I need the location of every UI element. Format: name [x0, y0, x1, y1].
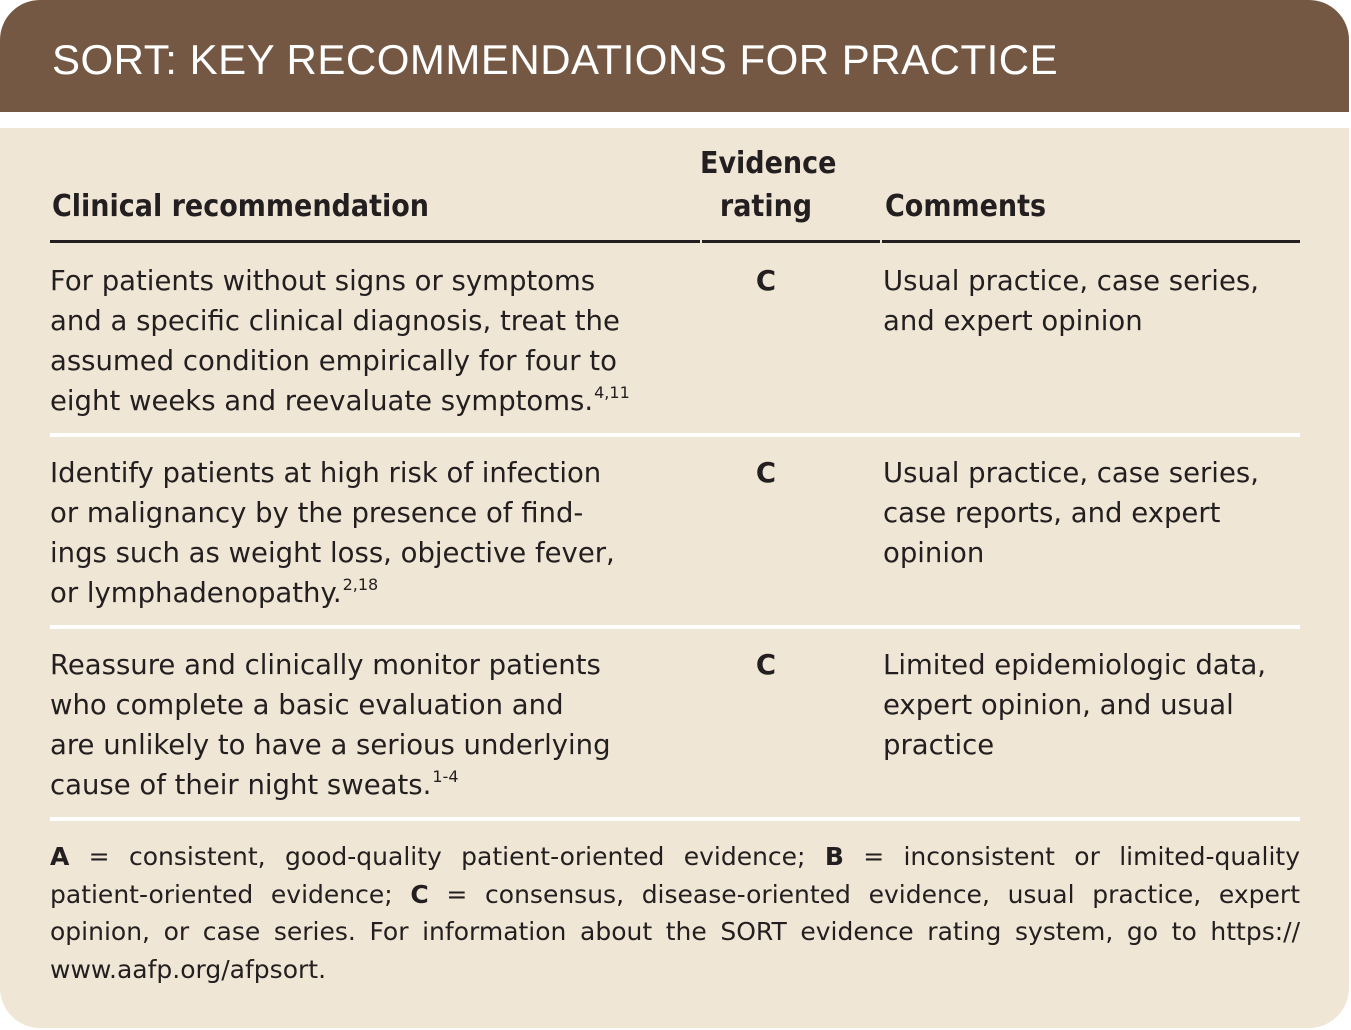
recommendation-line: or malignancy by the presence of find-	[50, 497, 584, 529]
recommendation-text: cause of their night sweats.	[50, 769, 432, 801]
recommendation-line: ings such as weight loss, objective fever,	[50, 537, 615, 569]
footnote-line-2	[50, 876, 1300, 914]
header-rule-recommendation	[50, 240, 700, 243]
table-row-3-recommendation	[50, 645, 611, 805]
reference-superscript: 1-4	[432, 767, 459, 786]
row-divider-2	[50, 625, 1300, 629]
footnote-line-1	[50, 838, 1300, 876]
grade-c-definition: = consensus, disease-oriented evidence, usual practice, expert	[428, 879, 1301, 909]
table-row-1-comments	[883, 261, 1259, 341]
row-divider-3	[50, 817, 1300, 821]
comment-line: practice	[883, 729, 995, 761]
header-rule-comments	[882, 240, 1300, 243]
sort-info-link[interactable]: www.aafp.org/afpsort.	[50, 954, 327, 984]
recommendation-line	[50, 573, 615, 613]
comment-line: Usual practice, case series,	[883, 265, 1259, 297]
row-divider-1	[50, 433, 1300, 437]
recommendation-text: eight weeks and reevaluate symptoms.	[50, 385, 594, 417]
recommendation-text: or lymphadenopathy.	[50, 577, 342, 609]
column-header-recommendation: Clinical recommendation	[52, 189, 429, 224]
recommendation-line	[50, 765, 611, 805]
recommendation-line	[50, 381, 630, 421]
table-row-2-rating: C	[755, 457, 777, 489]
recommendation-line: are unlikely to have a serious underlying	[50, 729, 611, 761]
comment-line: Limited epidemiologic data,	[883, 649, 1267, 681]
recommendation-line: Reassure and clinically monitor patients	[50, 649, 601, 681]
recommendation-line: and a specific clinical diagnosis, treat the	[50, 305, 620, 337]
table-row-1-recommendation	[50, 261, 630, 421]
table-row-2-recommendation	[50, 453, 615, 613]
recommendation-line: who complete a basic evaluation and	[50, 689, 564, 721]
table-header-bar	[0, 0, 1349, 112]
grade-a-label: A	[50, 842, 70, 871]
grade-c-label: C	[410, 879, 429, 909]
grade-a-definition: = consistent, good-quality patient-oriented evidence;	[69, 842, 825, 871]
comment-line: and expert opinion	[883, 305, 1143, 337]
header-rule-rating	[702, 240, 880, 243]
recommendation-line: assumed condition empirically for four to	[50, 345, 617, 377]
column-header-rating-line1: Evidence	[700, 146, 837, 181]
grade-b-definition: = inconsistent or limited-quality	[843, 842, 1300, 871]
table-row-2-comments	[883, 453, 1259, 573]
column-header-comments: Comments	[885, 189, 1047, 224]
comment-line: case reports, and expert	[883, 497, 1221, 529]
column-header-rating	[700, 142, 837, 228]
comment-line: Usual practice, case series,	[883, 457, 1259, 489]
reference-superscript: 2,18	[342, 575, 379, 594]
footnote	[50, 838, 1300, 988]
table-title: SORT: KEY RECOMMENDATIONS FOR PRACTICE	[52, 36, 1059, 83]
footnote-line-3: opinion, or case series. For information about the SORT evidence rating system, go to https://	[50, 917, 1300, 946]
comment-line: expert opinion, and usual	[883, 689, 1234, 721]
grade-b-label: B	[824, 842, 844, 871]
header-divider	[0, 112, 1349, 128]
recommendation-line: Identify patients at high risk of infection	[50, 457, 602, 489]
recommendation-line: For patients without signs or symptoms	[50, 265, 596, 297]
table-row-3-comments	[883, 645, 1266, 765]
table-row-3-rating: C	[755, 649, 777, 681]
column-header-rating-line2: rating	[719, 189, 813, 224]
table-row-1-rating: C	[755, 265, 777, 297]
reference-superscript: 4,11	[594, 383, 630, 402]
grade-b-definition-end: patient-oriented evidence;	[50, 879, 411, 909]
comment-line: opinion	[883, 537, 985, 569]
